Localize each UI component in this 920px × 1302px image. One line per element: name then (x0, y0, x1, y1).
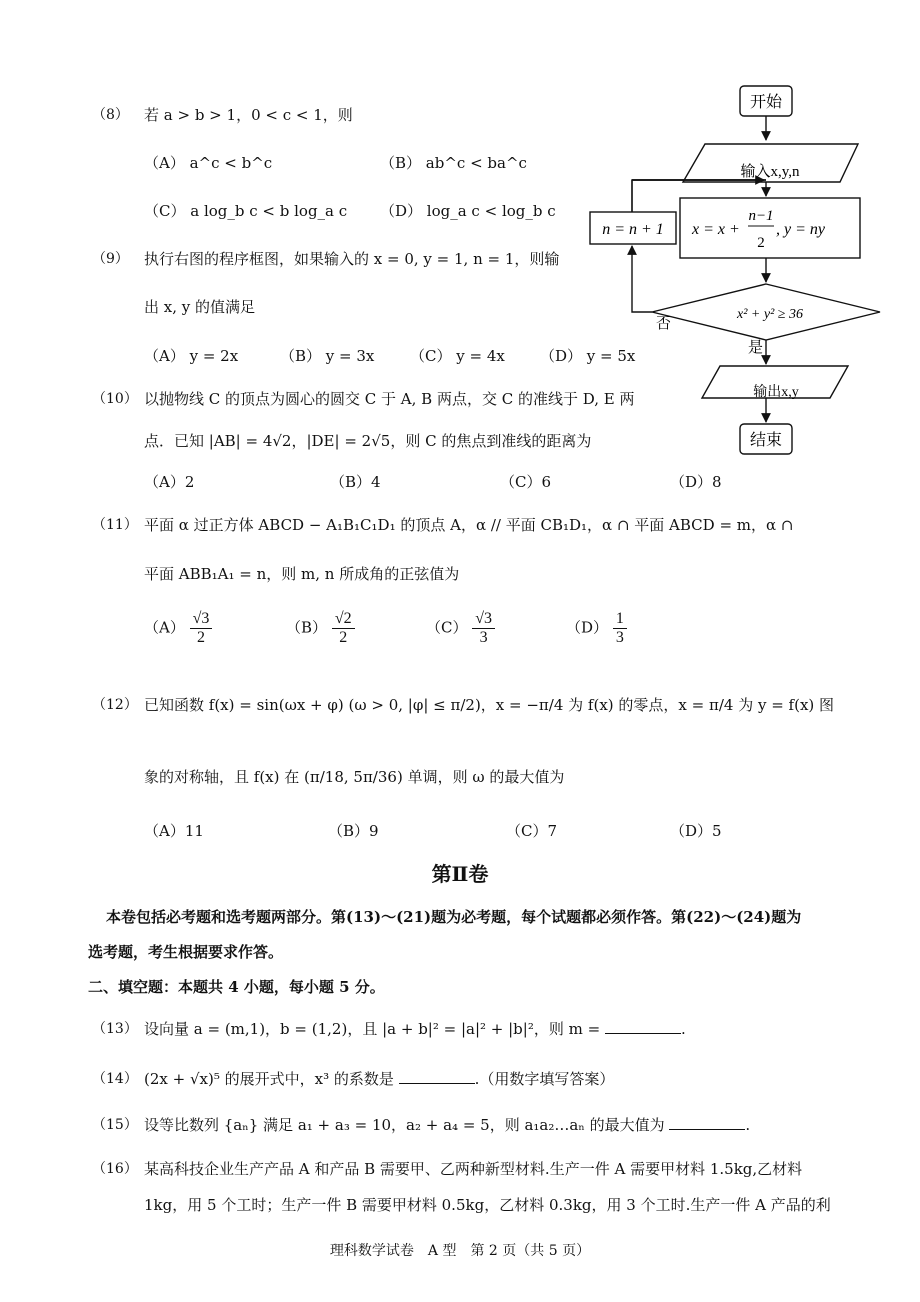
flow-start-text: 开始 (749, 94, 783, 111)
flow-input-text: 输入x,y,n (740, 164, 800, 180)
flow-update-xy-post: , y = ny (776, 221, 825, 238)
q8-option-a: （A） a^c < b^c (144, 154, 273, 172)
q16-line1: 某高科技企业生产产品 A 和产品 B 需要甲、乙两种新型材料.生产一件 A 需要甲材料 1.5kg,乙材料 (144, 1160, 803, 1178)
q14-stem-text: (2x + √x)⁵ 的展开式中，x³ 的系数是 (144, 1070, 394, 1088)
q13-number: （13） (92, 1021, 138, 1037)
q15-end: . (745, 1116, 751, 1134)
q15-stem (144, 1114, 750, 1135)
q11-stem-line2: 平面 ABB₁A₁ = n，则 m, n 所成角的正弦值为 (144, 565, 460, 583)
q11-option-a-label: （A） (144, 618, 185, 637)
q11-option-a-num: √3 (190, 610, 213, 629)
flow-yes-label: 是 (748, 340, 764, 356)
q11-option-a-den: 2 (197, 629, 206, 646)
q16-line2: 1kg，用 5 个工时；生产一件 B 需要甲材料 0.5kg，乙材料 0.3kg，用 3 个工时.生产一件 A 产品的利 (144, 1196, 831, 1214)
q11-option-c-num: √3 (472, 610, 495, 629)
flow-condition-text: x² + y² ≥ 36 (737, 307, 803, 322)
flow-update-xy-num: n−1 (748, 208, 774, 224)
flow-update-n-text: n = n + 1 (602, 221, 664, 238)
flow-update-xy-den: 2 (757, 235, 765, 251)
flow-end-text: 结束 (749, 432, 783, 449)
q12-stem-line1: 已知函数 f(x) = sin(ωx + φ) (ω > 0, |φ| ≤ π/2)，x = −π/4 为 f(x) 的零点，x = π/4 为 y = f(x) 图 (144, 696, 835, 714)
q12-stem-line2: 象的对称轴，且 f(x) 在 (π/18, 5π/36) 单调，则 ω 的最大值为 (144, 768, 565, 786)
q9-option-c: （C） y = 4x (410, 347, 505, 365)
q8-option-b: （B） ab^c < ba^c (380, 154, 527, 172)
q11-number: （11） (92, 517, 138, 533)
q9-stem-line2: 出 x, y 的值满足 (144, 298, 256, 316)
flow-output-text: 输出x,y (753, 385, 799, 400)
flow-update-xy-pre: x = x + (692, 221, 740, 238)
section-fill-blank: 二、填空题：本题共 4 小题，每小题 5 分。 (88, 978, 385, 996)
q12-option-d: （D）5 (670, 822, 722, 840)
q10-stem-line2: 点．已知 |AB| = 4√2，|DE| = 2√5，则 C 的焦点到准线的距离为 (144, 432, 592, 450)
q11-option-c-den: 3 (479, 629, 488, 646)
q10-option-b: （B）4 (330, 473, 381, 491)
q14-stem (144, 1068, 614, 1089)
flow-no-label: 否 (656, 316, 672, 332)
q10-number: （10） (92, 391, 138, 407)
q13-answer-blank[interactable] (605, 1019, 681, 1034)
part2-intro-line2: 选考题，考生根据要求作答。 (88, 943, 284, 961)
q12-number: （12） (92, 697, 138, 713)
part2-title: 第Ⅱ卷 (431, 862, 489, 886)
q11-option-b-num: √2 (332, 610, 355, 629)
q8-option-d: （D） log_a c < log_b c (380, 202, 556, 220)
q10-option-d: （D）8 (670, 473, 722, 491)
q11-option-c-label: （C） (426, 618, 468, 637)
q10-stem-line1: 以抛物线 C 的顶点为圆心的圆交 C 于 A, B 两点，交 C 的准线于 D, E 两 (144, 390, 635, 408)
q13-end: . (680, 1020, 686, 1038)
q14-number: （14） (92, 1071, 138, 1087)
q8-option-c: （C） a log_b c < b log_a c (144, 202, 348, 220)
part2-intro-line1: 本卷包括必考题和选考题两部分。第(13)～(21)题为必考题，每个试题都必须作答。第(22)～(24)题为 (106, 908, 802, 926)
q11-option-d-den: 3 (615, 629, 624, 646)
q8-stem: 若 a > b > 1，0 < c < 1，则 (144, 106, 353, 124)
q15-answer-blank[interactable] (669, 1115, 745, 1130)
q9-option-a: （A） y = 2x (144, 347, 239, 365)
q9-number: （9） (92, 251, 129, 267)
q9-option-b: （B） y = 3x (280, 347, 375, 365)
q8-number: （8） (92, 107, 129, 123)
q11-option-b-label: （B） (286, 618, 328, 637)
q13-stem (144, 1018, 686, 1039)
q15-stem-text: 设等比数列 {aₙ} 满足 a₁ + a₃ = 10，a₂ + a₄ = 5，则 a₁a₂…aₙ 的最大值为 (144, 1116, 665, 1134)
q12-option-b: （B）9 (328, 822, 379, 840)
q11-option-a (144, 610, 212, 647)
q15-number: （15） (92, 1117, 138, 1133)
q11-option-d (566, 610, 627, 647)
q10-option-c: （C）6 (500, 473, 552, 491)
q11-option-b (286, 610, 355, 647)
q11-option-d-label: （D） (566, 618, 609, 637)
q11-option-b-den: 2 (339, 629, 348, 646)
q9-option-d: （D） y = 5x (540, 347, 636, 365)
q12-option-a: （A）11 (144, 822, 204, 840)
q13-stem-text: 设向量 a = (m,1)，b = (1,2)，且 |a + b|² = |a|² + |b|²，则 m = (144, 1020, 601, 1038)
q10-option-a: （A）2 (144, 473, 195, 491)
q12-option-c: （C）7 (506, 822, 558, 840)
q14-end: .（用数字填写答案） (474, 1070, 615, 1088)
q11-option-c (426, 610, 495, 647)
q11-option-d-num: 1 (613, 610, 627, 629)
q9-stem-line1: 执行右图的程序框图，如果输入的 x = 0, y = 1, n = 1，则输 (144, 250, 560, 268)
page-footer: 理科数学试卷 A 型 第 2 页（共 5 页） (329, 1243, 591, 1259)
q11-stem-line1: 平面 α 过正方体 ABCD − A₁B₁C₁D₁ 的顶点 A，α // 平面 CB₁D₁，α ∩ 平面 ABCD = m，α ∩ (144, 516, 794, 534)
q16-number: （16） (92, 1161, 138, 1177)
q14-answer-blank[interactable] (399, 1069, 475, 1084)
